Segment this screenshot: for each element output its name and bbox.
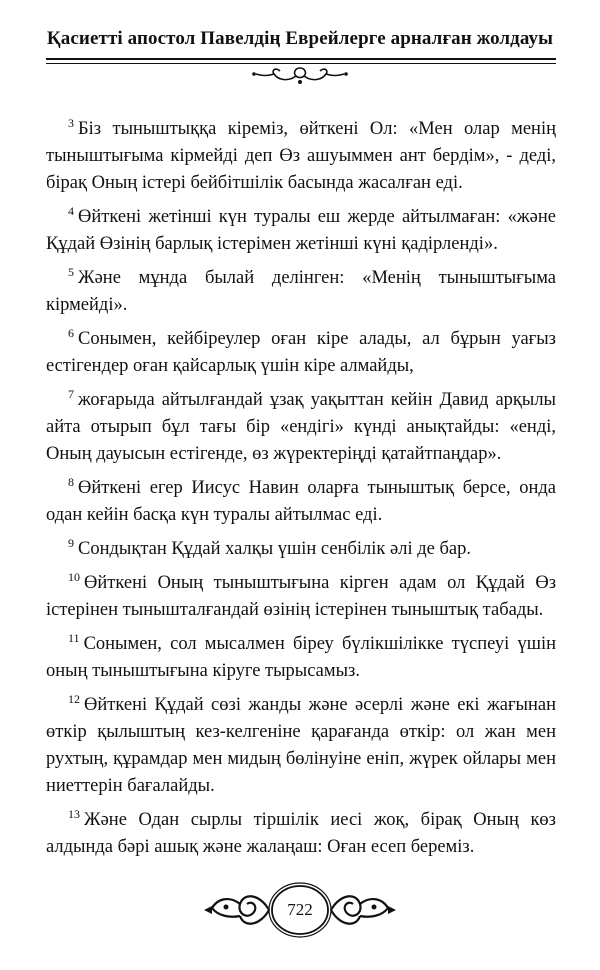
body-text [46,116,556,868]
verse-9 [46,536,556,563]
verse-6 [46,326,556,380]
verse-3 [46,116,556,197]
verse-12 [46,692,556,800]
verse-number: 10 [68,570,80,584]
verse-4 [46,204,556,258]
verse-text: Біз тыныштыққа кіреміз, өйткені Ол: «Мен олар менің тыныштығыма кірмейді деп Өз ашуыммен ант бердім», - деді, бірақ Оның істері бейбітшілік басында жасалған еді. [46,119,556,193]
verse-text: Өйткені егер Иисус Навин оларға тыныштық берсе, онда одан кейін басқа күн туралы айтылмас еді. [46,478,556,525]
verse-text: Және мұнда былай делінген: «Менің тыныштығыма кірмейді». [46,268,556,315]
verse-text: Өйткені Оның тыныштығына кірген адам ол Құдай Өз істерінен тынышталғандай өзінің істерінен тыныштық табады. [46,573,556,620]
verse-number: 3 [68,116,74,130]
verse-text: Сонымен, сол мысалмен біреу бүлікшілікке түспеуі үшін оның тыныштығына кіруге тырысамыз. [46,634,556,681]
verse-text: Сонымен, кейбіреулер оған кіре алады, ал бұрын уағыз естігендер оған қайсарлық үшін кіре алмайды, [46,329,556,376]
verse-8 [46,475,556,529]
verse-text: Және Одан сырлы тіршілік иесі жоқ, бірақ Оның көз алдында бәрі ашық және жалаңаш: Оған есеп береміз. [46,810,556,857]
page-number: 722 [287,900,313,919]
verse-number: 8 [68,475,74,489]
running-header-title: Қасиетті апостол Павелдің Еврейлерге арналған жолдауы [46,28,554,49]
verse-text: жоғарыда айтылғандай ұзақ уақыттан кейін Давид арқылы айта отырып бұл тағы бір «ендігі» күнді анықтайды: «енді, Оның дауысын естігенде, өз жүректеріңді қатайтпаңдар». [46,390,556,464]
verse-number: 4 [68,204,74,218]
verse-number: 11 [68,631,80,645]
verse-number: 7 [68,387,74,401]
verse-number: 13 [68,807,80,821]
verse-11 [46,631,556,685]
header-ornament-icon [250,64,350,86]
verse-number: 5 [68,265,74,279]
verse-7 [46,387,556,468]
verse-number: 12 [68,692,80,706]
verse-text: Сондықтан Құдай халқы үшін сенбілік әлі де бар. [78,539,471,559]
verse-10 [46,570,556,624]
verse-number: 6 [68,326,74,340]
verse-text: Өйткені жетінші күн туралы еш жерде айтылмаған: «және Құдай Өзінің барлық істерімен жетінші күні қадірленді». [46,207,556,254]
verse-5 [46,265,556,319]
verse-number: 9 [68,536,74,550]
verse-text: Өйткені Құдай сөзі жанды және әсерлі және екі жағынан өткір қылыштың кез-келгеніне қарағанда өткір: ол жан мен рухтың, құрамдар мен мидың бөлінуіне еніп, жүрек ойлары мен ниеттерін бағалайды. [46,695,556,796]
verse-13 [46,807,556,861]
